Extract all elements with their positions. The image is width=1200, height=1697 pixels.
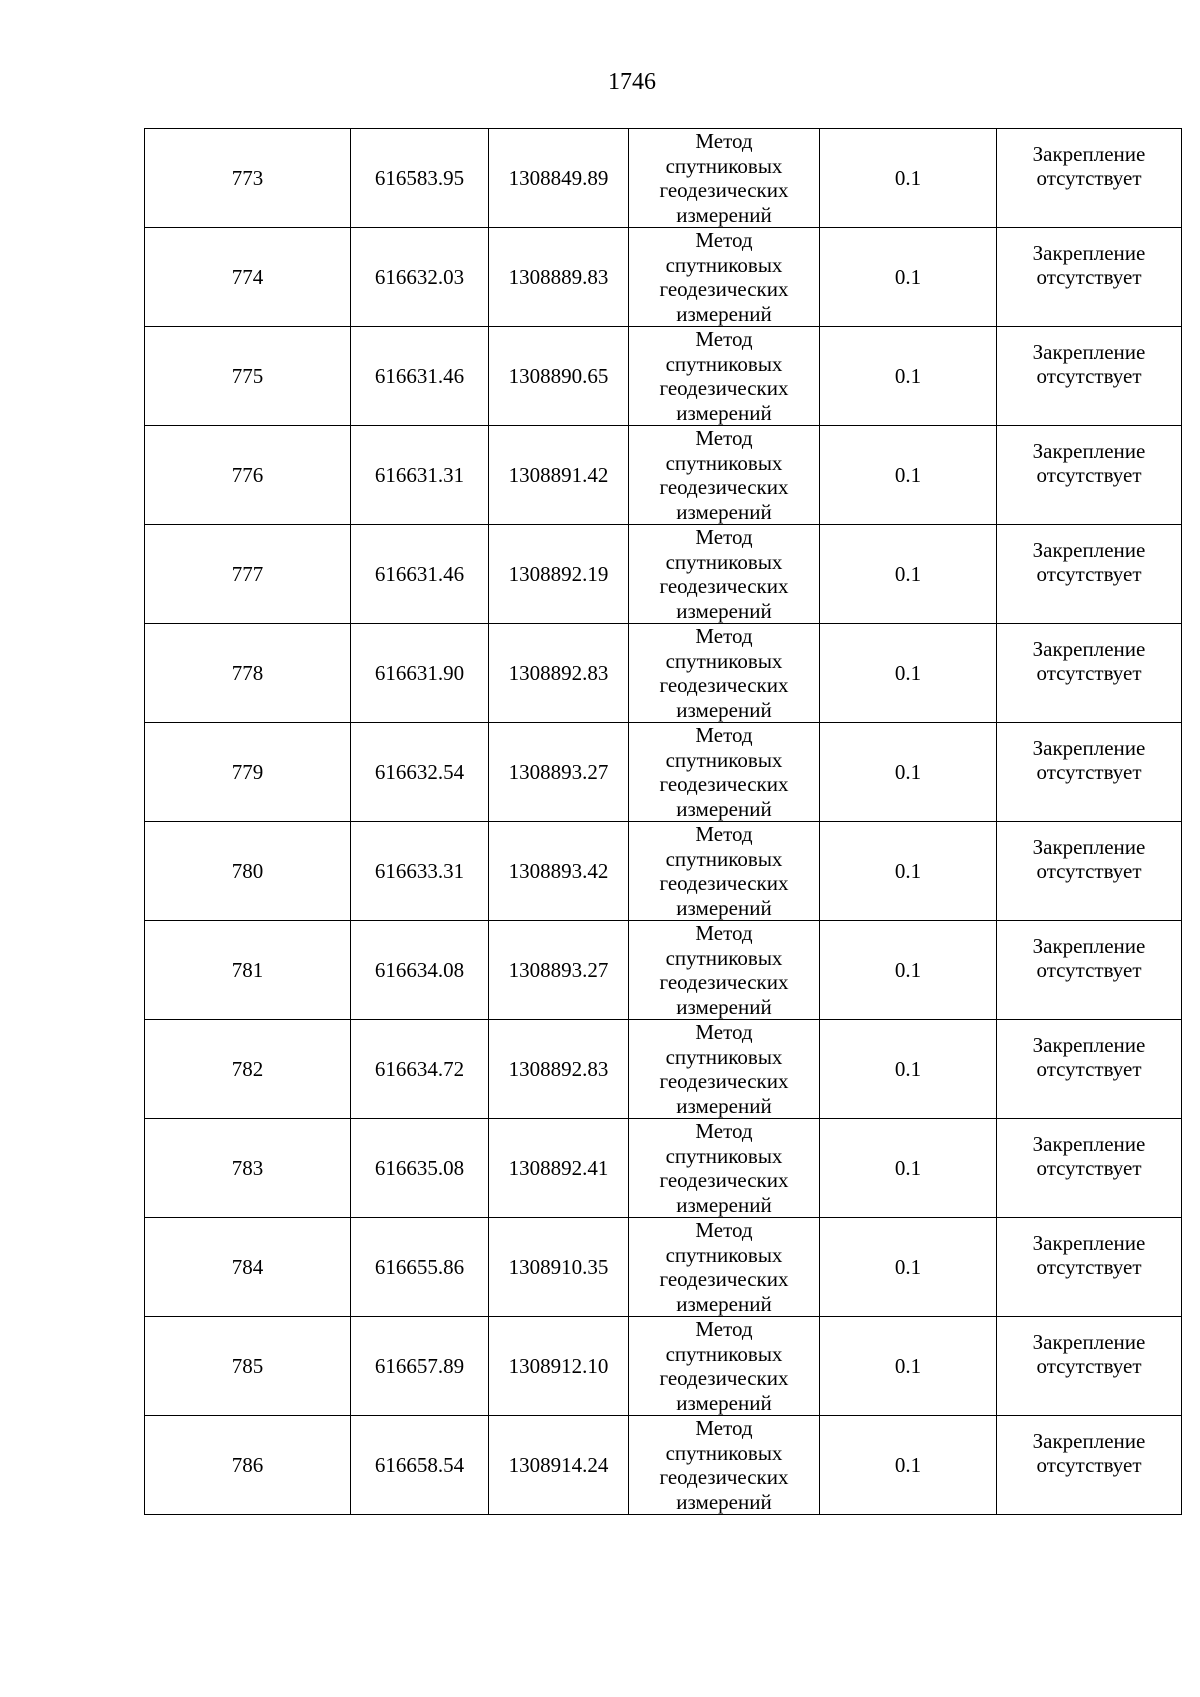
y-coordinate-text: 1308849.89 [508,165,609,190]
accuracy-cell [820,1020,997,1119]
method-text: Метод спутниковых геодезических измерений [659,129,789,227]
point-number-cell [145,1317,351,1416]
table-row [145,1119,1182,1218]
page-number: 1746 [608,69,656,95]
method-text: Метод спутниковых геодезических измерений [659,624,789,722]
point-number-cell [145,1020,351,1119]
fixing-text: Закрепление отсутствует [1032,339,1146,388]
accuracy-text: 0.1 [894,1254,922,1279]
x-coordinate-cell [351,822,489,921]
y-coordinate-text: 1308893.42 [508,858,609,883]
x-coordinate-cell [351,129,489,228]
x-coordinate-cell [351,921,489,1020]
y-coordinate-cell [489,426,629,525]
point-number-text: 775 [231,363,264,388]
y-coordinate-text: 1308892.83 [508,1056,609,1081]
accuracy-text: 0.1 [894,462,922,487]
y-coordinate-cell [489,1317,629,1416]
method-text: Метод спутниковых геодезических измерений [659,921,789,1019]
fixing-cell [997,723,1182,822]
fixing-cell [997,1416,1182,1515]
y-coordinate-cell [489,822,629,921]
y-coordinate-text: 1308893.27 [508,957,609,982]
method-cell [629,1119,820,1218]
accuracy-cell [820,1119,997,1218]
point-number-cell [145,228,351,327]
accuracy-cell [820,1218,997,1317]
y-coordinate-cell [489,1119,629,1218]
y-coordinate-text: 1308892.41 [508,1155,609,1180]
x-coordinate-cell [351,1317,489,1416]
fixing-cell [997,327,1182,426]
x-coordinate-text: 616635.08 [374,1155,465,1180]
y-coordinate-cell [489,723,629,822]
accuracy-cell [820,327,997,426]
table-row [145,129,1182,228]
accuracy-cell [820,426,997,525]
method-cell [629,822,820,921]
point-number-text: 786 [231,1452,264,1477]
fixing-cell [997,525,1182,624]
fixing-text: Закрепление отсутствует [1032,1131,1146,1180]
point-number-cell [145,525,351,624]
y-coordinate-text: 1308910.35 [508,1254,609,1279]
method-text: Метод спутниковых геодезических измерений [659,1416,789,1514]
x-coordinate-text: 616632.54 [374,759,465,784]
point-number-text: 783 [231,1155,264,1180]
method-cell [629,327,820,426]
y-coordinate-cell [489,1218,629,1317]
coordinates-table-body [145,129,1182,1515]
fixing-text: Закрепление отсутствует [1032,438,1146,487]
accuracy-text: 0.1 [894,264,922,289]
table-row [145,1416,1182,1515]
point-number-cell [145,129,351,228]
method-cell [629,525,820,624]
point-number-text: 782 [231,1056,264,1081]
method-cell [629,129,820,228]
fixing-text: Закрепление отсутствует [1032,141,1146,190]
point-number-cell [145,426,351,525]
method-cell [629,1416,820,1515]
accuracy-cell [820,624,997,723]
accuracy-text: 0.1 [894,165,922,190]
point-number-text: 780 [231,858,264,883]
point-number-cell [145,624,351,723]
method-cell [629,921,820,1020]
point-number-cell [145,723,351,822]
accuracy-text: 0.1 [894,1353,922,1378]
accuracy-cell [820,921,997,1020]
fixing-text: Закрепление отсутствует [1032,1428,1146,1477]
fixing-text: Закрепление отсутствует [1032,240,1146,289]
accuracy-text: 0.1 [894,1155,922,1180]
method-cell [629,1317,820,1416]
x-coordinate-text: 616657.89 [374,1353,465,1378]
table-row [145,1317,1182,1416]
accuracy-cell [820,723,997,822]
x-coordinate-text: 616583.95 [374,165,465,190]
x-coordinate-cell [351,624,489,723]
y-coordinate-cell [489,1416,629,1515]
fixing-cell [997,822,1182,921]
x-coordinate-text: 616631.31 [374,462,465,487]
point-number-text: 785 [231,1353,264,1378]
method-cell [629,1218,820,1317]
method-text: Метод спутниковых геодезических измерений [659,426,789,524]
y-coordinate-text: 1308892.83 [508,660,609,685]
y-coordinate-text: 1308891.42 [508,462,609,487]
table-row [145,822,1182,921]
point-number-cell [145,327,351,426]
accuracy-cell [820,1317,997,1416]
method-text: Метод спутниковых геодезических измерений [659,228,789,326]
x-coordinate-cell [351,1119,489,1218]
fixing-text: Закрепление отсутствует [1032,1032,1146,1081]
x-coordinate-text: 616631.90 [374,660,465,685]
x-coordinate-text: 616634.72 [374,1056,465,1081]
method-text: Метод спутниковых геодезических измерений [659,1119,789,1217]
method-cell [629,228,820,327]
point-number-cell [145,1119,351,1218]
accuracy-cell [820,1416,997,1515]
y-coordinate-cell [489,624,629,723]
x-coordinate-text: 616655.86 [374,1254,465,1279]
accuracy-text: 0.1 [894,1056,922,1081]
y-coordinate-text: 1308914.24 [508,1452,609,1477]
fixing-cell [997,1020,1182,1119]
y-coordinate-cell [489,921,629,1020]
accuracy-cell [820,525,997,624]
y-coordinate-text: 1308892.19 [508,561,609,586]
x-coordinate-text: 616632.03 [374,264,465,289]
point-number-cell [145,921,351,1020]
x-coordinate-text: 616658.54 [374,1452,465,1477]
table-row [145,525,1182,624]
x-coordinate-text: 616631.46 [374,561,465,586]
point-number-text: 774 [231,264,264,289]
method-text: Метод спутниковых геодезических измерений [659,1218,789,1316]
method-text: Метод спутниковых геодезических измерений [659,327,789,425]
y-coordinate-cell [489,1020,629,1119]
point-number-text: 784 [231,1254,264,1279]
accuracy-text: 0.1 [894,759,922,784]
accuracy-text: 0.1 [894,957,922,982]
x-coordinate-cell [351,525,489,624]
x-coordinate-text: 616634.08 [374,957,465,982]
x-coordinate-text: 616631.46 [374,363,465,388]
accuracy-cell [820,228,997,327]
accuracy-cell [820,822,997,921]
method-text: Метод спутниковых геодезических измерений [659,525,789,623]
method-text: Метод спутниковых геодезических измерений [659,1020,789,1118]
accuracy-cell [820,129,997,228]
table-row [145,723,1182,822]
accuracy-text: 0.1 [894,660,922,685]
x-coordinate-cell [351,1218,489,1317]
point-number-cell [145,1218,351,1317]
fixing-cell [997,921,1182,1020]
table-row [145,921,1182,1020]
y-coordinate-text: 1308889.83 [508,264,609,289]
method-cell [629,1020,820,1119]
x-coordinate-cell [351,426,489,525]
y-coordinate-cell [489,525,629,624]
x-coordinate-text: 616633.31 [374,858,465,883]
y-coordinate-cell [489,228,629,327]
x-coordinate-cell [351,1416,489,1515]
table-row [145,327,1182,426]
accuracy-text: 0.1 [894,363,922,388]
y-coordinate-cell [489,129,629,228]
method-text: Метод спутниковых геодезических измерений [659,822,789,920]
x-coordinate-cell [351,1020,489,1119]
coordinates-table [144,128,1182,1515]
method-cell [629,624,820,723]
fixing-text: Закрепление отсутствует [1032,933,1146,982]
y-coordinate-text: 1308912.10 [508,1353,609,1378]
fixing-cell [997,426,1182,525]
fixing-cell [997,1218,1182,1317]
point-number-text: 779 [231,759,264,784]
method-text: Метод спутниковых геодезических измерений [659,723,789,821]
x-coordinate-cell [351,327,489,426]
point-number-cell [145,1416,351,1515]
fixing-text: Закрепление отсутствует [1032,1230,1146,1279]
fixing-cell [997,1119,1182,1218]
fixing-cell [997,1317,1182,1416]
accuracy-text: 0.1 [894,858,922,883]
fixing-text: Закрепление отсутствует [1032,735,1146,784]
table-row [145,624,1182,723]
point-number-text: 778 [231,660,264,685]
method-text: Метод спутниковых геодезических измерений [659,1317,789,1415]
point-number-text: 776 [231,462,264,487]
point-number-text: 773 [231,165,264,190]
accuracy-text: 0.1 [894,561,922,586]
y-coordinate-text: 1308890.65 [508,363,609,388]
fixing-text: Закрепление отсутствует [1032,834,1146,883]
method-cell [629,426,820,525]
accuracy-text: 0.1 [894,1452,922,1477]
fixing-text: Закрепление отсутствует [1032,1329,1146,1378]
point-number-text: 777 [231,561,264,586]
method-cell [629,723,820,822]
fixing-text: Закрепление отсутствует [1032,537,1146,586]
fixing-text: Закрепление отсутствует [1032,636,1146,685]
point-number-text: 781 [231,957,264,982]
table-row [145,426,1182,525]
fixing-cell [997,129,1182,228]
fixing-cell [997,228,1182,327]
y-coordinate-cell [489,327,629,426]
table-row [145,1020,1182,1119]
point-number-cell [145,822,351,921]
table-row [145,228,1182,327]
fixing-cell [997,624,1182,723]
x-coordinate-cell [351,723,489,822]
x-coordinate-cell [351,228,489,327]
table-row [145,1218,1182,1317]
y-coordinate-text: 1308893.27 [508,759,609,784]
